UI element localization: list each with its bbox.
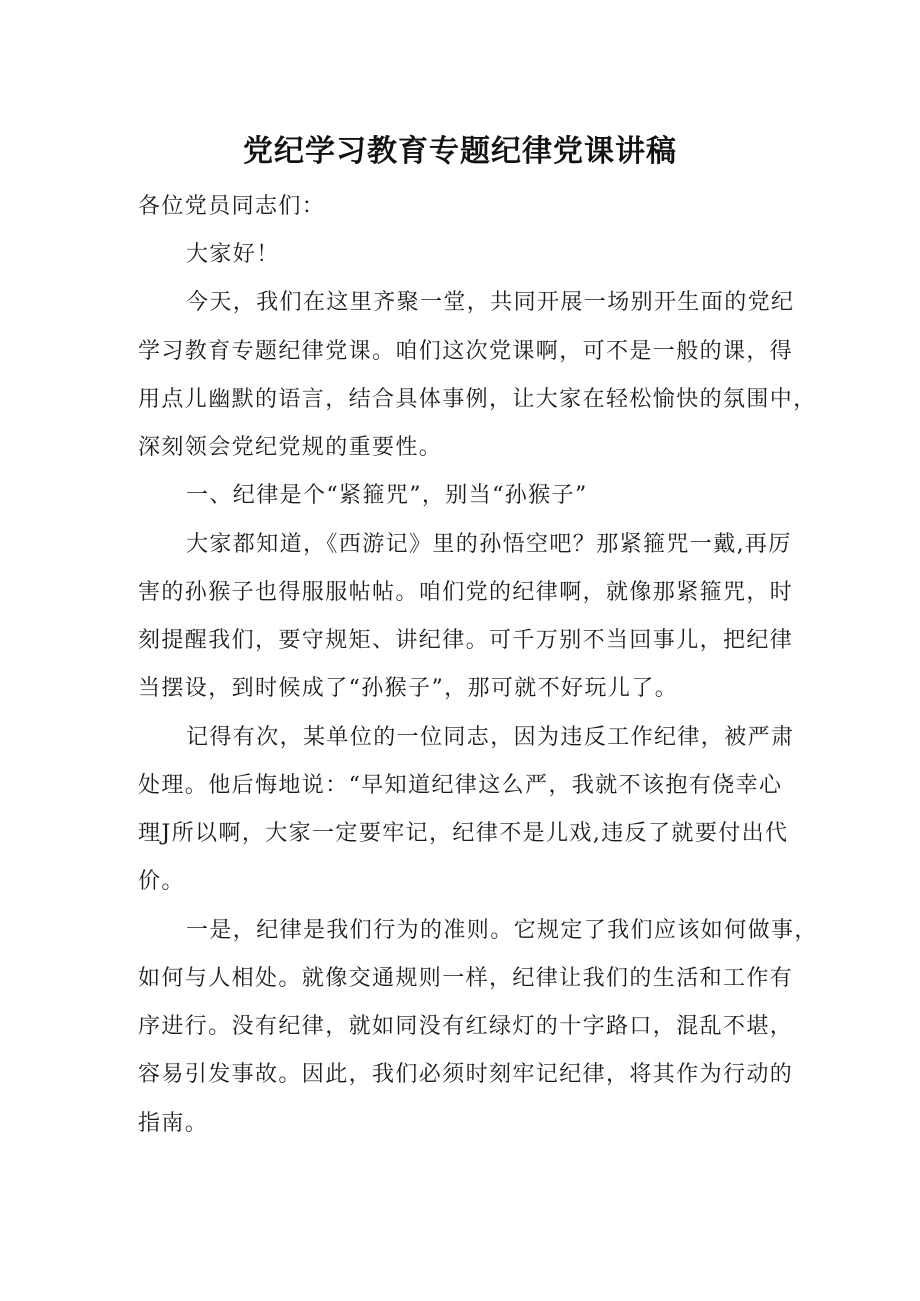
paragraph-4-line-2: 如何与人相处。就像交通规则一样，纪律让我们的生活和工作有	[138, 966, 794, 991]
paragraph-4-line-3: 序进行。没有纪律，就如同没有红绿灯的十字路口，混乱不堪，	[138, 1014, 794, 1039]
paragraph-intro-line-2: 学习教育专题纪律党课。咱们这次党课啊，可不是一般的课，得	[138, 339, 794, 364]
paragraph-3-line-2: 处理。他后悔地说：“早知道纪律这么严，我就不该抱有侥幸心	[138, 773, 783, 798]
paragraph-2-line-2: 害的孙猴子也得服服帖帖。咱们党的纪律啊，就像那紧箍咒，时	[138, 580, 794, 605]
paragraph-2-line-3: 刻提醒我们，要守规矩、讲纪律。可千万别不当回事儿，把纪律	[138, 628, 794, 653]
section-heading-1: 一、纪律是个“紧箍咒”，别当“孙猴子”	[186, 483, 588, 508]
paragraph-2-line-4: 当摆设，到时候成了“孙猴子”，那可就不好玩儿了。	[138, 676, 679, 701]
paragraph-4-line-1: 一是，纪律是我们行为的准则。它规定了我们应该如何做事，	[186, 918, 818, 943]
paragraph-3-line-4: 价。	[138, 869, 185, 894]
paragraph-4-line-4: 容易引发事故。因此，我们必须时刻牢记纪律，将其作为行动的	[138, 1062, 794, 1087]
paragraph-2-line-1: 大家都知道，《西游记》里的孙悟空吧？那紧箍咒一戴,再厉	[186, 532, 792, 557]
paragraph-3-line-1: 记得有次，某单位的一位同志，因为违反工作纪律，被严肃	[186, 725, 795, 750]
document-title: 党纪学习教育专题纪律党课讲稿	[243, 134, 677, 169]
paragraph-4-line-5: 指南。	[138, 1111, 209, 1136]
paragraph-intro-line-4: 深刻领会党纪党规的重要性。	[138, 435, 443, 460]
salutation: 各位党员同志们：	[138, 194, 326, 219]
greeting: 大家好！	[186, 242, 280, 267]
paragraph-3-line-3: 理J所以啊，大家一定要牢记，纪律不是儿戏,违反了就要付出代	[138, 821, 789, 846]
paragraph-intro-line-3: 用点儿幽默的语言，结合具体事例，让大家在轻松愉快的氛围中，	[138, 387, 817, 412]
paragraph-intro-line-1: 今天，我们在这里齐聚一堂，共同开展一场别开生面的党纪	[186, 290, 795, 315]
